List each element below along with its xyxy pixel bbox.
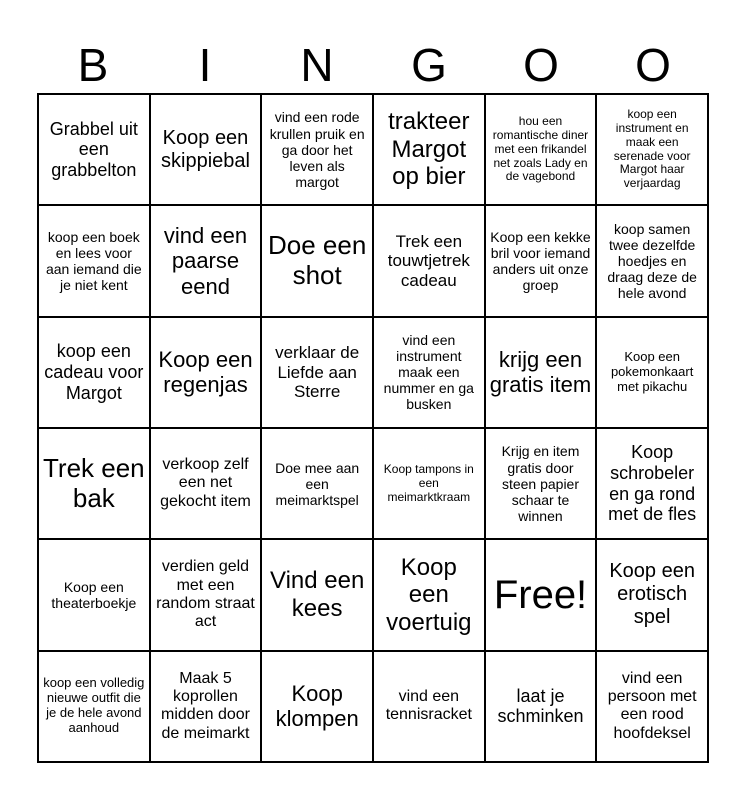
cell-text: vind een tennisracket (385, 687, 472, 724)
bingo-cell (38, 94, 150, 205)
cell-text: verkoop zelf een net gekocht item (160, 456, 251, 510)
cell-text: Koop een skippiebal (161, 126, 250, 172)
cell-text: koop een cadeau voor Margot (44, 341, 144, 403)
bingo-title (37, 36, 709, 94)
bingo-cell (38, 428, 150, 539)
cell-text: koop een instrument en maak een serenade voor Margot haar verjaardag (613, 107, 691, 191)
cell-text: Koop schrobeler en ga rond met de fles (608, 442, 697, 525)
cell-text: verdien geld met een random straat act (156, 558, 255, 631)
bingo-cell (596, 317, 708, 428)
bingo-cell (373, 317, 485, 428)
bingo-cell (373, 651, 485, 762)
cell-text: Free! (493, 572, 588, 617)
bingo-cell (373, 428, 485, 539)
cell-text: trakteer Margot op bier (388, 108, 470, 191)
cell-text: Grabbel uit een grabbelton (49, 118, 138, 180)
cell-text: Koop een regenjas (158, 347, 253, 398)
cell-text: Koop een voertuig (386, 553, 472, 636)
cell-text: Koop klompen (275, 681, 359, 732)
cell-text: vind een instrument maak een nummer en ga busken (383, 332, 474, 413)
bingo-cell (150, 428, 262, 539)
title-letter-g: G (411, 39, 447, 91)
bingo-cell (596, 539, 708, 650)
bingo-cell (596, 428, 708, 539)
cell-text: hou een romantische diner met een frikandel net zoals Lady en de vagebond (492, 114, 589, 184)
cell-text: krijg een gratis item (489, 347, 592, 398)
cell-text: vind een paarse eend (163, 223, 248, 299)
cell-text: Koop tampons in een meimarktkraam (383, 461, 474, 504)
bingo-grid (37, 93, 709, 763)
cell-text: Trek een bak (43, 452, 145, 513)
title-letter-i: I (198, 39, 212, 91)
bingo-cell (38, 317, 150, 428)
bingo-cell (373, 539, 485, 650)
bingo-cell (485, 428, 597, 539)
bingo-cell (150, 205, 262, 316)
bingo-cell (261, 94, 373, 205)
bingo-cell (150, 94, 262, 205)
bingo-cell (261, 205, 373, 316)
bingo-cell (150, 317, 262, 428)
bingo-cell (485, 317, 597, 428)
bingo-cell (596, 651, 708, 762)
cell-text: Doe mee aan een meimarktspel (275, 459, 360, 508)
bingo-cell (485, 205, 597, 316)
cell-text: laat je schminken (497, 685, 584, 727)
bingo-cell (261, 651, 373, 762)
cell-text: Koop een theaterboekje (51, 578, 137, 611)
cell-text: vind een rode krullen pruik en ga door het leven als margot (269, 109, 365, 190)
cell-text: Koop een pokemonkaart met pikachu (610, 348, 694, 394)
title-letter-b: B (77, 39, 109, 91)
bingo-cell (38, 651, 150, 762)
bingo-cell (596, 94, 708, 205)
bingo-cell (261, 317, 373, 428)
bingo-cell (596, 205, 708, 316)
cell-text: Vind een kees (270, 567, 365, 622)
bingo-cell (373, 205, 485, 316)
cell-text: vind een persoon met een rood hoofdeksel (607, 669, 697, 742)
bingo-cell (261, 428, 373, 539)
bingo-cell (485, 651, 597, 762)
cell-text: Koop een erotisch spel (609, 560, 695, 629)
bingo-cell (150, 651, 262, 762)
bingo-cell (38, 205, 150, 316)
bingo-cell (485, 94, 597, 205)
cell-text: koop samen twee dezelfde hoedjes en draag deze de hele avond (607, 220, 697, 302)
cell-text: Doe een shot (268, 230, 367, 290)
cell-text: Trek een touwtjetrek cadeau (387, 231, 470, 290)
cell-text: verklaar de Liefde aan Sterre (275, 343, 360, 402)
cell-text: Maak 5 koprollen midden door de meimarkt (161, 669, 250, 742)
title-letter-o: O (523, 39, 559, 91)
cell-text: koop een volledig nieuwe outfit die je de hele avond aanhoud (43, 675, 145, 736)
free-cell (485, 539, 597, 650)
title-letter-o2: O (635, 39, 671, 91)
bingo-cell (38, 539, 150, 650)
bingo-cell (150, 539, 262, 650)
bingo-cell (261, 539, 373, 650)
bingo-cell (373, 94, 485, 205)
cell-text: Koop een kekke bril voor iemand anders uit onze groep (490, 228, 591, 294)
cell-text: koop een boek en lees voor aan iemand die je niet kent (45, 228, 142, 294)
title-letter-n: N (300, 39, 334, 91)
cell-text: Krijg en item gratis door steen papier schaar te winnen (501, 443, 580, 524)
